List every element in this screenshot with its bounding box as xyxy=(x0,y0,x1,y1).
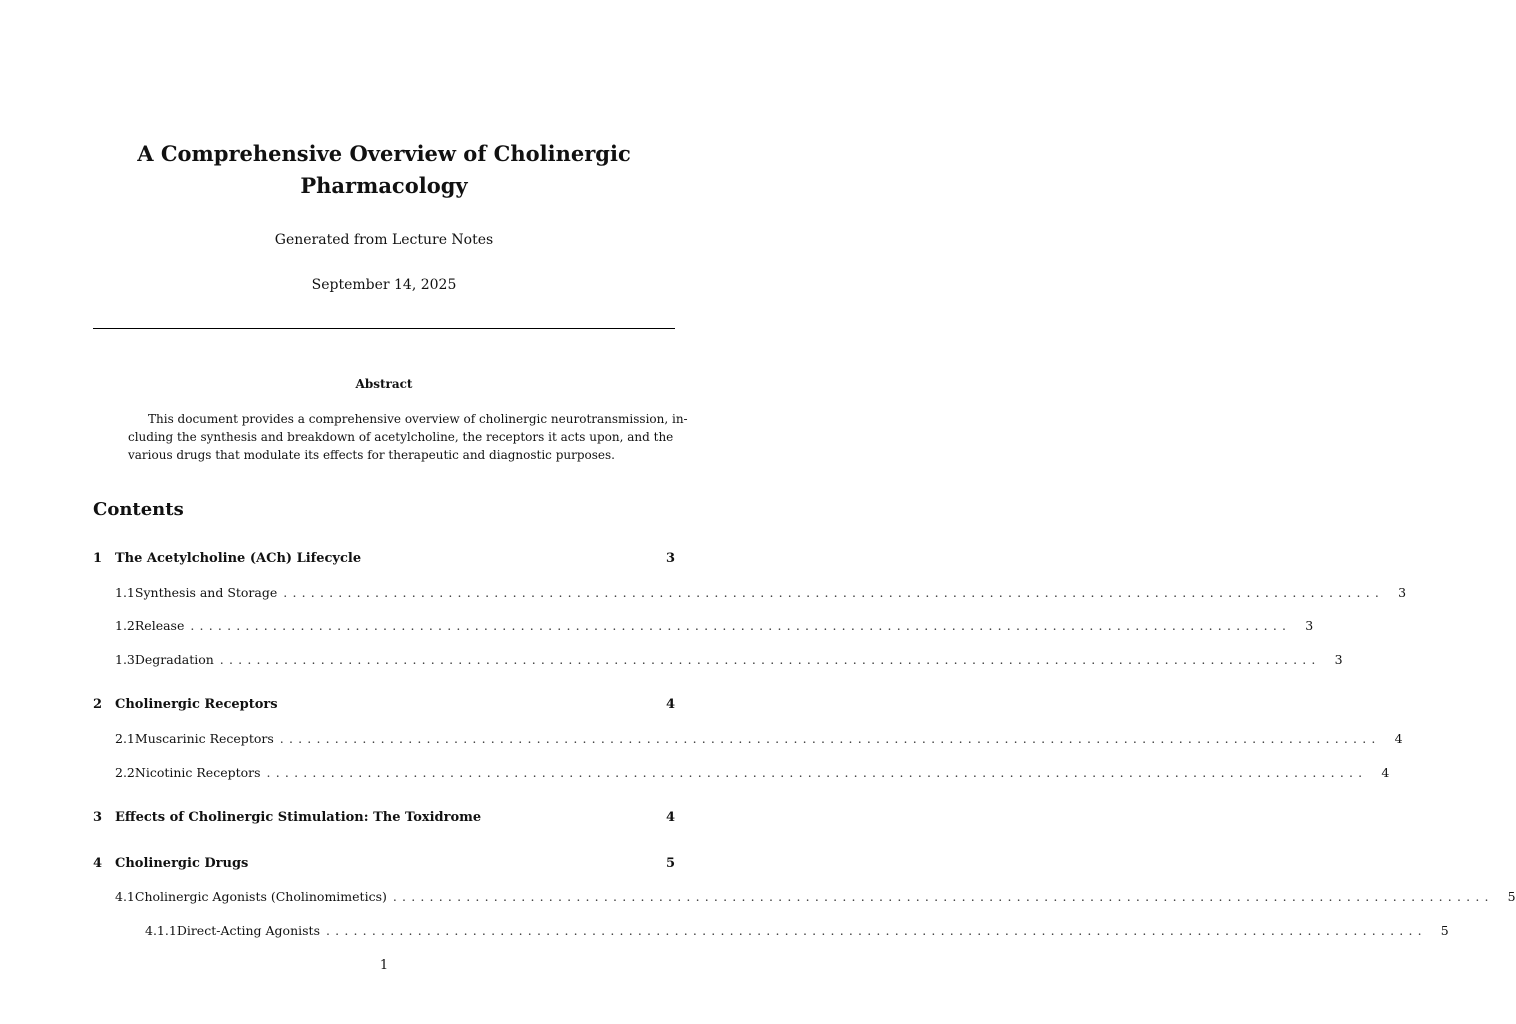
document-title xyxy=(0,138,768,202)
toc-number: 4 xyxy=(93,856,103,871)
toc-section-2[interactable] xyxy=(93,696,675,714)
toc-dot-leader: ........................................................................................................................ xyxy=(190,618,1292,633)
toc-subsection-1-2[interactable] xyxy=(115,617,1314,635)
toc-dot-leader: ........................................................................................................................ xyxy=(266,765,1368,780)
toc-title: Release xyxy=(134,618,185,633)
toc-section-1[interactable] xyxy=(93,550,675,568)
toc-title: Cholinergic Agonists (Cholinomimetics) xyxy=(134,889,387,904)
toc-page: 3 xyxy=(665,551,675,566)
toc-subsubsection-4-1-1[interactable] xyxy=(145,922,1449,940)
toc-dot-leader: ........................................................................................................................ xyxy=(392,889,1494,904)
toc-section-4[interactable] xyxy=(93,855,675,873)
toc-title: Degradation xyxy=(134,652,214,667)
toc-page: 5 xyxy=(1507,889,1516,904)
title-line-2: Pharmacology xyxy=(300,173,468,198)
toc-page: 3 xyxy=(1398,585,1407,600)
abstract-line: various drugs that modulate its effects for therapeutic and diagnostic purposes. xyxy=(128,448,615,462)
toc-title: Cholinergic Receptors xyxy=(115,697,278,712)
toc-page: 4 xyxy=(665,810,675,825)
toc-title: Muscarinic Receptors xyxy=(134,731,274,746)
toc-number: 2.2 xyxy=(115,765,135,780)
abstract-body xyxy=(128,410,688,464)
toc-page: 3 xyxy=(1305,618,1314,633)
toc-title: Nicotinic Receptors xyxy=(134,765,261,780)
toc-number: 3 xyxy=(93,810,103,825)
abstract-line: This document provides a comprehensive overview of cholinergic neurotransmission, in- xyxy=(148,412,688,426)
toc-subsection-2-2[interactable] xyxy=(115,764,1390,782)
date-line: September 14, 2025 xyxy=(311,277,457,293)
abstract-heading: Abstract xyxy=(355,377,413,391)
abstract-line: cluding the synthesis and breakdown of acetylcholine, the receptors it acts upon, and the xyxy=(128,430,674,444)
toc-page: 5 xyxy=(1440,923,1449,938)
toc-subsection-1-1[interactable] xyxy=(115,584,1407,602)
toc-title: Direct-Acting Agonists xyxy=(176,923,320,938)
toc-title: Effects of Cholinergic Stimulation: The Toxidrome xyxy=(115,810,482,825)
toc-page: 4 xyxy=(665,697,675,712)
toc-title: Cholinergic Drugs xyxy=(115,856,249,871)
toc-number: 1.2 xyxy=(115,618,135,633)
toc-section-3[interactable] xyxy=(93,809,675,827)
toc-dot-leader: ........................................................................................................................ xyxy=(325,923,1427,938)
toc-page: 5 xyxy=(665,856,675,871)
toc-number: 1.3 xyxy=(115,652,135,667)
toc-dot-leader: ........................................................................................................................ xyxy=(219,652,1321,667)
toc-subsection-2-1[interactable] xyxy=(115,730,1403,748)
author-line: Generated from Lecture Notes xyxy=(274,232,494,248)
page-number: 1 xyxy=(379,958,389,973)
toc-number: 1.1 xyxy=(115,585,135,600)
title-line-1: A Comprehensive Overview of Cholinergic xyxy=(137,141,631,166)
toc-number: 4.1 xyxy=(115,889,135,904)
toc-number: 4.1.1 xyxy=(145,923,177,938)
toc-page: 4 xyxy=(1394,731,1403,746)
toc-page: 4 xyxy=(1381,765,1390,780)
toc-dot-leader: ........................................................................................................................ xyxy=(283,585,1385,600)
toc-page: 3 xyxy=(1334,652,1343,667)
contents-heading: Contents xyxy=(93,499,184,520)
toc-number: 1 xyxy=(93,551,103,566)
toc-dot-leader: ........................................................................................................................ xyxy=(279,731,1381,746)
toc-title: The Acetylcholine (ACh) Lifecycle xyxy=(115,551,362,566)
title-rule xyxy=(93,328,675,329)
toc-number: 2 xyxy=(93,697,103,712)
toc-title: Synthesis and Storage xyxy=(134,585,278,600)
toc-subsection-1-3[interactable] xyxy=(115,651,1343,669)
toc-subsection-4-1[interactable] xyxy=(115,888,1516,906)
toc-number: 2.1 xyxy=(115,731,135,746)
